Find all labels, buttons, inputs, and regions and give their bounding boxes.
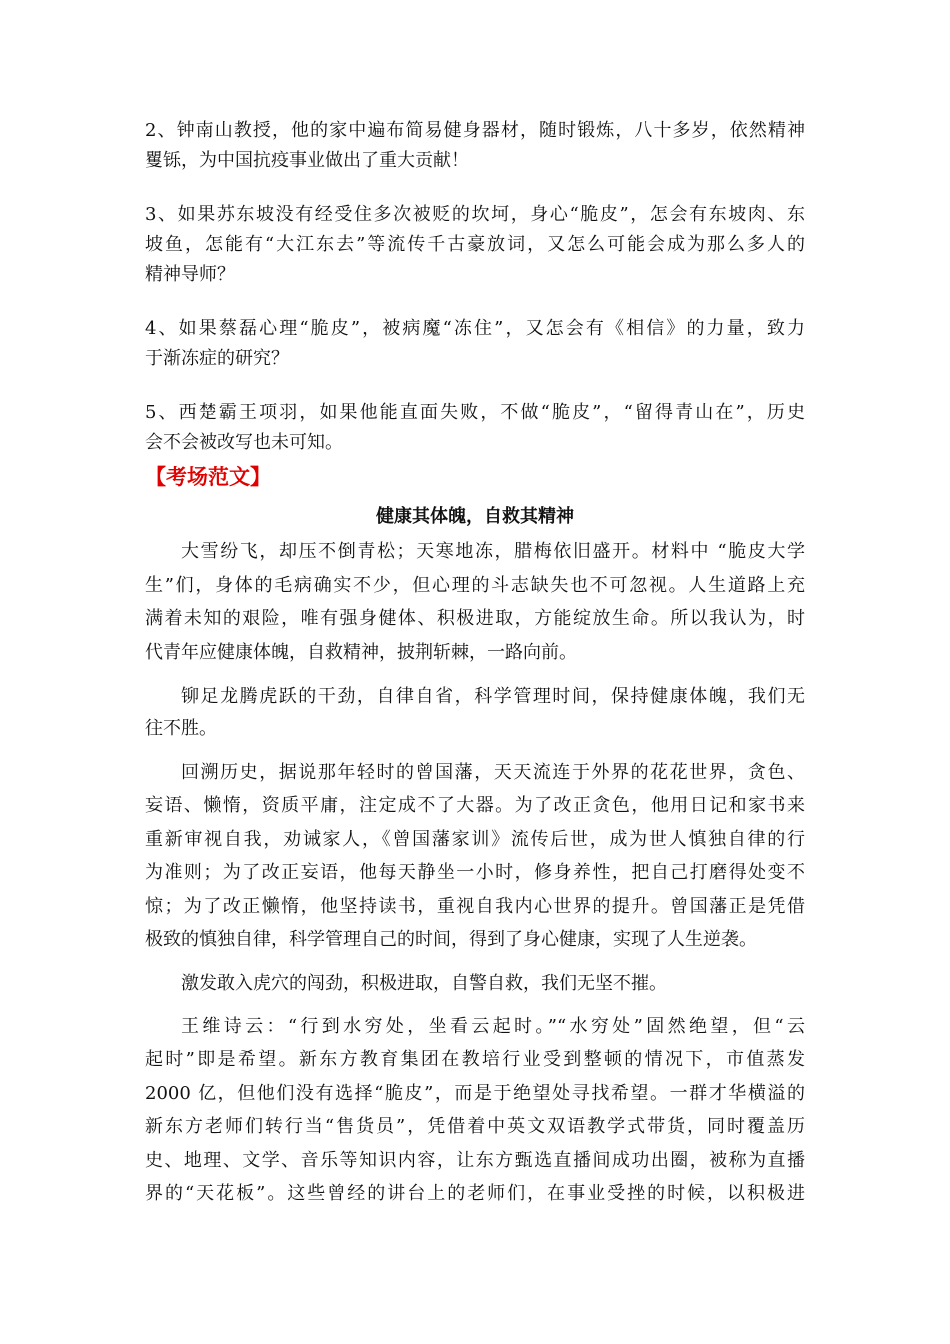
list-item-line: 矍铄，为中国抗疫事业做出了重大贡献！	[145, 150, 469, 171]
paragraph-line: 王维诗云：“行到水穷处，坐看云起时。”“水穷处”固然绝望，但“云	[181, 1016, 805, 1037]
list-item-line: 精神导师？	[145, 264, 235, 285]
paragraph-line: 代青年应健康体魄，自救精神，披荆斩棘，一路向前。	[145, 642, 577, 663]
list-item-line: 5、西楚霸王项羽，如果他能直面失败，不做“脆皮”，“留得青山在”，历史	[145, 402, 805, 423]
paragraph-line: 极致的慎独自律，科学管理自己的时间，得到了身心健康，实现了人生逆袭。	[145, 929, 757, 950]
section-header: 【考场范文】	[145, 465, 271, 489]
paragraph-line: 回溯历史，据说那年轻时的曾国藩，天天流连于外界的花花世界，贪色、	[181, 762, 805, 783]
paragraph-line: 界的“天花板”。这些曾经的讲台上的老师们，在事业受挫的时候，以积极进	[145, 1183, 805, 1204]
paragraph-line: 生”们，身体的毛病确实不少，但心理的斗志缺失也不可忽视。人生道路上充	[145, 575, 805, 596]
paragraph-line: 大雪纷飞，却压不倒青松；天寒地冻，腊梅依旧盛开。材料中 “脆皮大学	[181, 541, 805, 562]
list-item-line: 会不会被改写也未可知。	[145, 432, 343, 453]
list-item-line: 于渐冻症的研究？	[145, 348, 289, 369]
paragraph-line: 往不胜。	[145, 718, 217, 739]
paragraph-line: 激发敢入虎穴的闯劲，积极进取，自警自救，我们无坚不摧。	[181, 973, 667, 994]
list-item-line: 坡鱼，怎能有“大江东去”等流传千古豪放词，又怎么可能会成为那么多人的	[145, 234, 805, 255]
paragraph-line: 新东方老师们转行当“售货员”，凭借着中英文双语教学式带货，同时覆盖历	[145, 1116, 805, 1137]
paragraph-line: 满着未知的艰险，唯有强身健体、积极进取，方能绽放生命。所以我认为，时	[145, 608, 805, 629]
paragraph-line: 重新审视自我，劝诫家人，《曾国藩家训》流传后世，成为世人慎独自律的行	[145, 829, 805, 850]
paragraph-line: 妄语、懒惰，资质平庸，注定成不了大器。为了改正贪色，他用日记和家书来	[145, 795, 805, 816]
paragraph-line: 起时”即是希望。新东方教育集团在教培行业受到整顿的情况下，市值蒸发	[145, 1049, 805, 1070]
list-item-line: 3、如果苏东坡没有经受住多次被贬的坎坷，身心“脆皮”，怎会有东坡肉、东	[145, 204, 805, 225]
paragraph-line: 为准则；为了改正妄语，他每天静坐一小时，修身养性，把自己打磨得处变不	[145, 862, 805, 883]
essay-title: 健康其体魄，自救其精神	[376, 506, 574, 527]
paragraph-line: 铆足龙腾虎跃的干劲，自律自省，科学管理时间，保持健康体魄，我们无	[181, 686, 805, 707]
paragraph-line: 史、地理、文学、音乐等知识内容，让东方甄选直播间成功出圈，被称为直播	[145, 1150, 805, 1171]
list-item-line: 4、如果蔡磊心理“脆皮”，被病魔“冻住”，又怎会有《相信》的力量，致力	[145, 318, 805, 339]
paragraph-line: 惊；为了改正懒惰，他坚持读书，重视自我内心世界的提升。曾国藩正是凭借	[145, 896, 805, 917]
list-item-line: 2、钟南山教授，他的家中遍布简易健身器材，随时锻炼，八十多岁，依然精神	[145, 120, 805, 141]
paragraph-line: 2000 亿，但他们没有选择“脆皮”，而是于绝望处寻找希望。一群才华横溢的	[145, 1083, 805, 1104]
